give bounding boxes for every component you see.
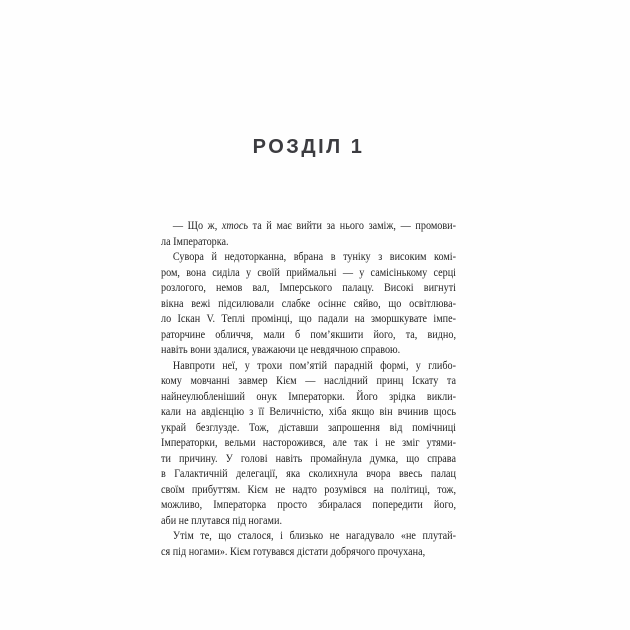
text-line xyxy=(161,528,456,544)
text-line xyxy=(161,342,456,358)
text-segment: розлогого, немов вал, Імперського палацу. Високі вигнуті xyxy=(161,280,456,294)
text-line xyxy=(161,249,456,265)
text-line xyxy=(161,420,456,436)
chapter-heading: РОЗДІЛ 1 xyxy=(252,136,365,158)
text-segment: кому мовчанні завмер Кієм — наслідний принц Іскату та xyxy=(161,373,456,387)
text-segment: та й має вийти за нього заміж, — промови- xyxy=(247,218,456,232)
text-segment: ром, вона сиділа у своїй приймальні — у самісінькому серці xyxy=(161,264,456,279)
text-line xyxy=(161,482,456,498)
text-line xyxy=(161,497,456,513)
text-segment: ся під ногами». Кієм готувався дістати добрячого прочухана, xyxy=(161,543,426,558)
text-line xyxy=(161,265,456,281)
text-segment: Імператорки, вельми насторожився, але так і не зміг утями- xyxy=(161,435,456,449)
text-line xyxy=(161,466,456,482)
text-line xyxy=(161,358,456,374)
text-line xyxy=(161,404,456,420)
text-line xyxy=(161,544,456,560)
text-segment: ти причину. У голові навіть промайнула думка, що справа xyxy=(161,450,456,465)
text-segment: в Галактичній делегації, яка сколихнула вчора ввесь палац xyxy=(161,466,456,480)
text-segment: своїм прибуттям. Кієм не надто розумівся на політиці, тож, xyxy=(161,481,456,496)
text-segment: Навпроти неї, у трохи пом’ятій парадній формі, у глибо- xyxy=(172,357,456,372)
text-segment: вікна вежі підсилювали слабке осіннє сяйво, що освітлюва- xyxy=(161,295,456,310)
text-line xyxy=(161,296,456,312)
text-line xyxy=(161,513,456,529)
text-line xyxy=(161,435,456,451)
text-segment: ло Іскан V. Теплі промінці, що падали на зморшкувате імпе- xyxy=(161,311,456,325)
text-line xyxy=(161,327,456,343)
text-segment: можливо, Імператорка просто збиралася попередити його, xyxy=(161,497,456,511)
text-segment: найнеулюбленіший онук Імператорки. Його зрідка викли- xyxy=(161,388,456,403)
text-line xyxy=(161,280,456,296)
italic-text: хтось xyxy=(221,218,248,232)
text-segment: навіть вони здалися, уважаючи це невдячною справою. xyxy=(161,342,401,356)
text-segment: ла Імператорка. xyxy=(161,233,229,248)
text-segment: Утім те, що сталося, і близько не нагадувало «не плутай- xyxy=(172,528,456,542)
text-block xyxy=(161,218,456,559)
text-segment: украй безглузде. Тож, діставши запрошення від помічниці xyxy=(161,419,456,434)
text-line xyxy=(161,451,456,467)
text-line xyxy=(161,234,456,250)
text-segment: — Що ж, xyxy=(172,218,222,232)
text-segment: аби не плутався під ногами. xyxy=(161,512,282,527)
text-line xyxy=(161,218,456,234)
text-line xyxy=(161,389,456,405)
text-segment: Сувора й недоторканна, вбрана в туніку з високим комі- xyxy=(172,249,456,263)
text-line xyxy=(161,373,456,389)
text-line xyxy=(161,311,456,327)
text-segment: раторчине обличчя, мали б пом’якшити його, та, видно, xyxy=(161,326,456,341)
text-segment: кали на авдієнцію з її Величністю, хіба якщо він вчинив щось xyxy=(161,404,456,418)
